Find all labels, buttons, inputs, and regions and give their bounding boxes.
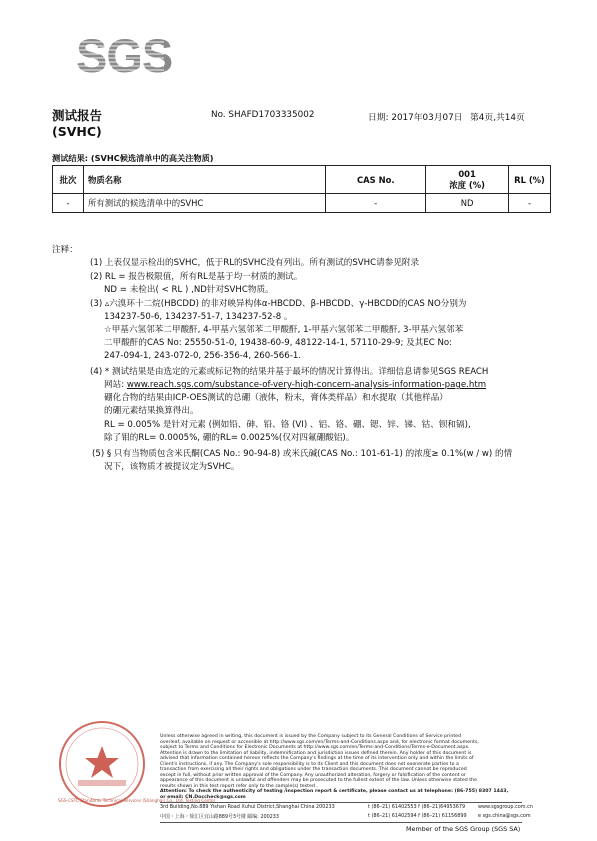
note-3-cas2: 二甲酸酐的CAS No: 25550-51-0, 19438-60-9, 48122-14-1, 57110-29-9; 及其EC No:: [104, 338, 453, 348]
note-3-cas: 134237-50-6, 134237-51-7, 134237-52-8 。: [104, 312, 293, 322]
fine-line: Attention is drawn to the limitation of liability, indemnification and jurisdiction issues defined therein. Any holder of this document is: [160, 750, 472, 756]
page-number: 第4页,共14页: [470, 113, 525, 123]
result-table: [52, 165, 551, 213]
fine-line: results shown in this test report refer only to the sample(s) tested .: [160, 783, 318, 789]
header-batch: 批次: [53, 166, 84, 194]
result-title: 测试结果: (SVHC候选清单中的高关注物质): [52, 153, 214, 163]
fine-line: appearance of this document is unlawful and offenders may be prosecuted to the fullest extent of the law. Unless otherwise stated the: [160, 778, 477, 783]
report-date: 日期: 2017年03月07日: [368, 113, 463, 123]
phone-cn: t (86–21) 61402594 f (86–21) 61156899: [368, 813, 467, 819]
cell-batch: -: [53, 194, 84, 213]
fine-line: transaction from exercising all their rights and obligations under the transaction documents. This document cannot be reproduced: [160, 767, 467, 772]
note-1: (1) 上表仅显示检出的SVHC，低于RL的SVHC没有列出。所有测试的SVHC请参见附录: [90, 258, 420, 268]
note-5-2: 况下，该物质才被提议定为SVHC。: [104, 462, 240, 472]
report-title: 测试报告: [52, 108, 103, 123]
fine-line: Unless otherwise agreed in writing, this document is issued by the Company subject to its General Conditions of Service printed: [160, 734, 462, 739]
note-3-ec: 247-094-1, 243-072-0, 256-356-4, 260-566-1.: [104, 351, 302, 361]
note-3-star: ☆甲基六氢邻苯二甲酸酐, 4-甲基六氢邻苯二甲酸酐, 1-甲基六氢邻苯二甲酸酐, 3-甲基六氢邻苯: [104, 325, 464, 335]
logo-text: SGS: [76, 29, 173, 82]
note-2-nd: ND = 未检出( < RL ) ,ND针对SVHC物质。: [104, 285, 274, 295]
report-number: No. SHAFD1703335002: [211, 110, 315, 120]
footer-divider: [160, 802, 522, 803]
note-4-rl: RL = 0.005% 是针对元素 (例如铅、砷、铅、铬 (VI) 、铝、铬、硼、锶、锌、锑、钴、钡和镉),: [104, 420, 471, 430]
notes-heading: 注释：: [52, 245, 78, 255]
table-row: [53, 194, 551, 213]
header-sample: [426, 166, 509, 194]
logo-hatch: [76, 24, 173, 88]
address-cn: 中国・上海・徐汇区宜山路889号3号楼 邮编: 200233: [160, 814, 280, 820]
footer-divider-2: [160, 822, 522, 823]
fine-line: Client's instructions, if any. The Company's sole responsibility is to its Client and this document does not exonerate parties to a: [160, 761, 459, 767]
terms-fine-print: [160, 734, 522, 800]
phone-en: t (86–21) 61402553 f (86–21)64953679: [368, 804, 466, 810]
note-4-website: [104, 380, 486, 391]
note-5: (5) § 只有当物质包含米氏酮(CAS No.: 90-94-8) 或米氏碱(CAS No.: 101-61-1) 的浓度≥ 0.1%(w / w) 的情: [92, 449, 513, 459]
cell-value: ND: [426, 194, 509, 213]
cell-rl: -: [509, 194, 551, 213]
website-label: 网站:: [104, 380, 127, 390]
note-3: (3) ▵六溴环十二烷(HBCDD) 的非对映异构体α-HBCDD、β-HBCDD、γ-HBCDD的CAS NO分别为: [90, 299, 467, 309]
fine-line: except in full, without prior written approval of the Company. Any unauthorized alteration, forgery or falsification of the content or: [160, 772, 466, 778]
website-footer[interactable]: www.sgsgroup.com.cn: [478, 804, 533, 810]
header-cas: CAS No.: [326, 166, 426, 194]
cell-cas: -: [326, 194, 426, 213]
report-subtitle: (SVHC): [52, 124, 102, 139]
header-sample-id: 001: [458, 168, 476, 179]
fine-line: overleaf, available on request or accessible at http://www.sgs.com/en/Terms-and-Conditions.aspx and, for electronic format documents,: [160, 739, 479, 745]
member-line: Member of the SGS Group (SGS SA): [406, 825, 521, 833]
header-substance: 物质名称: [83, 166, 325, 194]
company-seal: [56, 718, 148, 810]
fine-line: Attention: To check the authenticity of testing /inspection report & certificate, please contact us at telephone: (86-755) 8307 1443,: [160, 789, 509, 794]
table-header-row: [53, 166, 551, 194]
cell-substance: 所有测试的候选清单中的SVHC: [83, 194, 325, 213]
fine-line: or email: CN.Doccheck@sgs.com: [160, 794, 246, 800]
header-sample-unit: 浓度 (%): [449, 179, 485, 190]
address-en: 3rd Building,No.889 Yishan Road Xuhui District,Shanghai China 200233: [160, 804, 335, 810]
header-rl: RL (%): [509, 166, 551, 194]
email-footer[interactable]: e sgs.china@sgs.com: [478, 813, 531, 819]
note-4-boron-2: 的硼元素结果换算得出。: [104, 406, 199, 416]
seal-caption: SGS-CSTC Standards Technical Services (Shanghai) Co., Ltd. Testing Center: [58, 798, 216, 803]
note-4-rl-2: 除了钼的RL= 0.0005%, 硼的RL= 0.0025%(仅对四氟硼酸铝)。: [104, 433, 355, 443]
fine-line: subject to Terms and Conditions for Electronic Documents at http://www.sgs.com/en/Terms-and-Conditions/Terms-e-Document.aspx.: [160, 745, 470, 750]
fine-line: advised that information contained hereon reflects the Company's findings at the time of its intervention only and within the limits of: [160, 756, 474, 761]
website-link[interactable]: www.reach.sgs.com/substance-of-very-high-concern-analysis-information-page.htm: [126, 380, 487, 390]
note-4: (4) * 测试结果是由选定的元素或标记物的结果并基于最坏的情况计算得出。详细信息请参见SGS REACH: [90, 367, 489, 377]
note-2: (2) RL = 报告极限值，所有RL是基于均一材质的测试。: [90, 272, 303, 282]
seal-graphic: [56, 718, 148, 810]
note-4-boron: 硼化合物的结果由ICP-OES测试的总硼（液体，粉末，膏体类样品）和水提取（其他样品）: [104, 393, 448, 403]
sgs-logo: [76, 24, 173, 88]
